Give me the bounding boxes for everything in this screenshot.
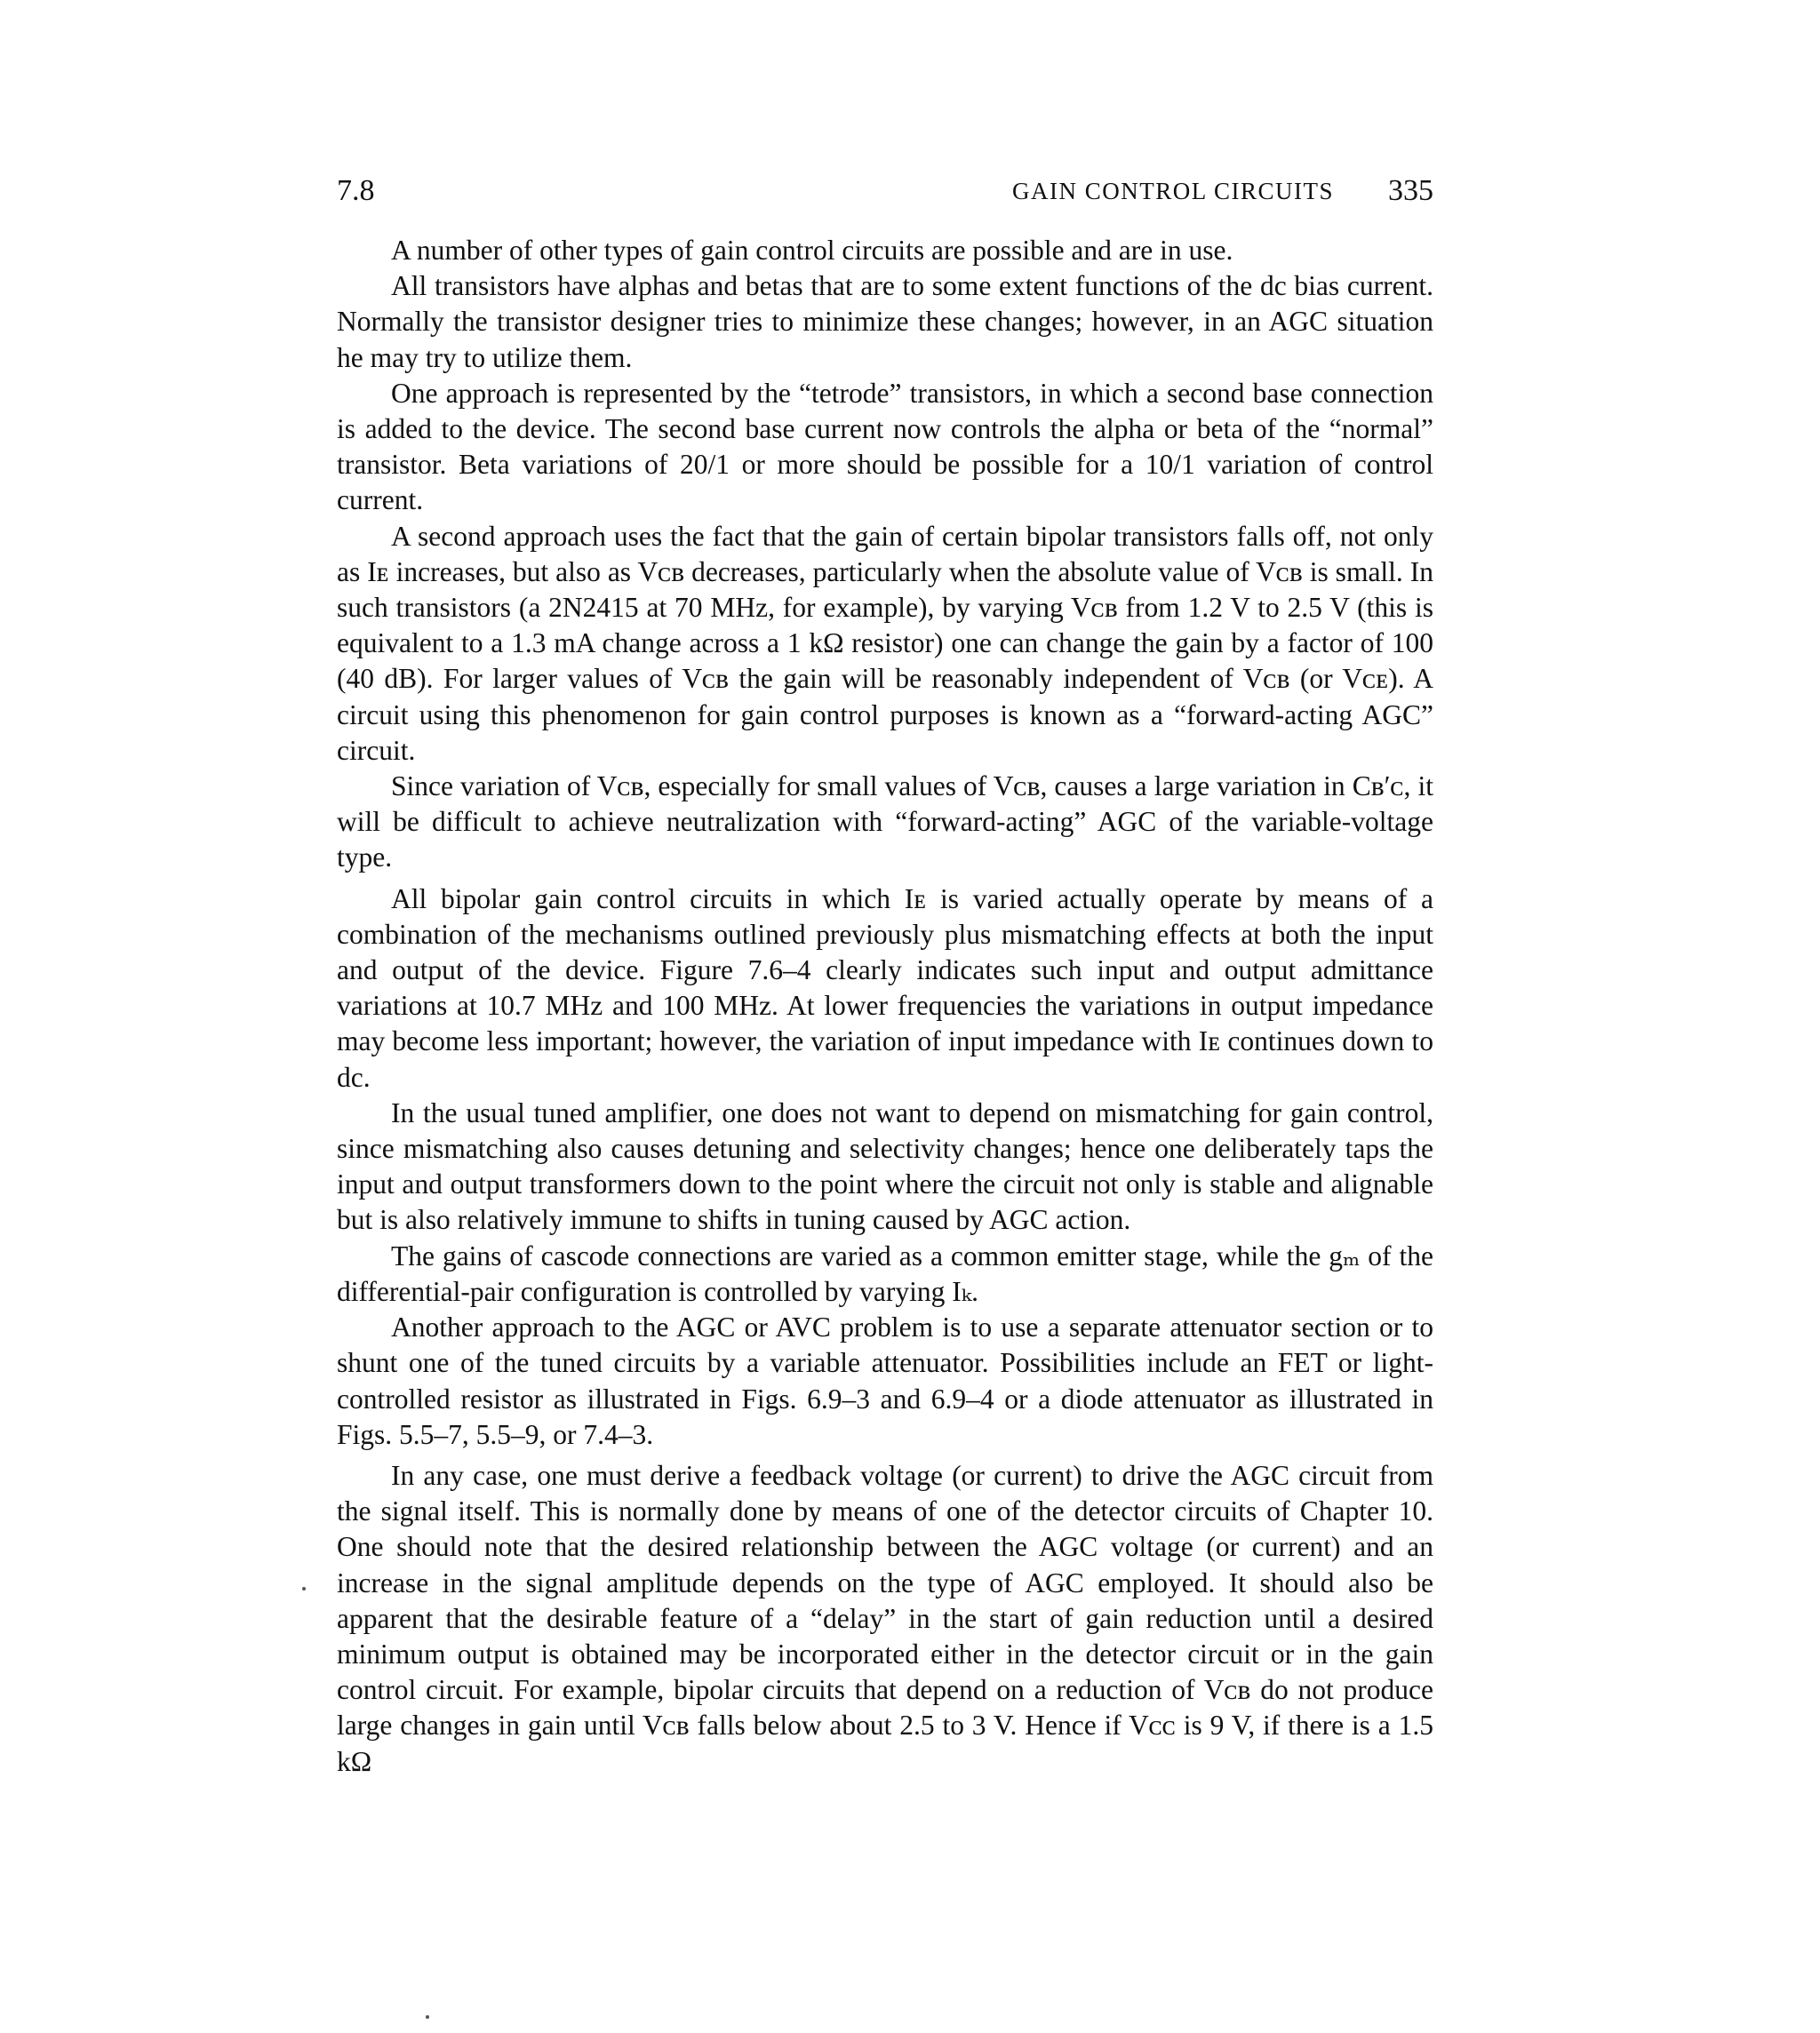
section-number: 7.8	[337, 174, 375, 207]
paragraph: Another approach to the AGC or AVC problem is to use a separate attenuator section or to shunt one of the tuned circuits by a variable attenuator. Possibilities include an FET or light-controlled resistor as illustrated in Figs. 6.9–3 and 6.9–4 or a diode attenuator as illustrated in Figs. 5.5–7, 5.5–9, or 7.4–3.	[337, 1311, 1433, 1450]
running-title: GAIN CONTROL CIRCUITS	[1012, 178, 1334, 204]
paragraph: All transistors have alphas and betas that are to some extent functions of the dc bias current. Normally the transistor designer tries to minimize these changes; however, in an AGC situation he may try to utilize them.	[337, 270, 1433, 373]
paragraph: Since variation of Vᴄʙ, especially for small values of Vᴄʙ, causes a large variation in Cʙ′ᴄ, it will be difficult to achieve neutralization with “forward-acting” AGC of the variable-voltage type.	[337, 770, 1433, 873]
paragraph: A number of other types of gain control circuits are possible and are in use.	[391, 235, 1233, 266]
paragraph: A second approach uses the fact that the gain of certain bipolar transistors falls off, not only as Iᴇ increases, but also as Vᴄʙ decreases, particularly when the absolute value of Vᴄʙ is small. In such transistors (a 2N2415 at 70 MHz, for example), by varying Vᴄʙ from 1.2 V to 2.5 V (this is equivalent to a 1.3 mA change across a 1 kΩ resistor) one can change the gain by a factor of 100 (40 dB). For larger values of Vᴄʙ the gain will be reasonably independent of Vᴄʙ (or Vᴄᴇ). A circuit using this phenomenon for gain control purposes is known as a “forward-acting AGC” circuit.	[337, 520, 1433, 766]
paragraph: The gains of cascode connections are varied as a common emitter stage, while the gₘ of the differential-pair configuration is controlled by varying Iₖ.	[337, 1240, 1433, 1307]
running-head	[337, 174, 1433, 217]
paragraph: One approach is represented by the “tetrode” transistors, in which a second base connection is added to the device. The second base current now controls the alpha or beta of the “normal” transistor. Beta variations of 20/1 or more should be possible for a 10/1 variation of control current.	[337, 377, 1433, 516]
paragraph: In any case, one must derive a feedback voltage (or current) to drive the AGC circuit from the signal itself. This is normally done by means of one of the detector circuits of Chapter 10. One should note that the desired relationship between the AGC voltage (or current) and an increase in the signal amplitude depends on the type of AGC employed. It should also be apparent that the desirable feature of a “delay” in the start of gain reduction until a desired minimum output is obtained may be incorporated either in the detector circuit or in the gain control circuit. For example, bipolar circuits that depend on a reduction of Vᴄʙ do not produce large changes in gain until Vᴄʙ falls below about 2.5 to 3 V. Hence if Vᴄᴄ is 9 V, if there is a 1.5 kΩ	[337, 1459, 1433, 1777]
paragraph: In the usual tuned amplifier, one does not want to depend on mismatching for gain control, since mismatching also causes detuning and selectivity changes; hence one deliberately taps the input and output transformers down to the point where the circuit not only is stable and alignable but is also relatively immune to shifts in tuning caused by AGC action.	[337, 1096, 1433, 1236]
book-page	[337, 174, 1433, 1780]
paragraph: All bipolar gain control circuits in which Iᴇ is varied actually operate by means of a combination of the mechanisms outlined previously plus mismatching effects at both the input and output of the device. Figure 7.6–4 clearly indicates such input and output admittance variations at 10.7 MHz and 100 MHz. At lower frequencies the variations in output impedance may become less important; however, the variation of input impedance with Iᴇ continues down to dc.	[337, 882, 1433, 1093]
margin-speck	[426, 2015, 429, 2019]
body-text	[337, 233, 1433, 1780]
page-number: 335	[1388, 174, 1433, 207]
margin-speck	[302, 1587, 306, 1591]
